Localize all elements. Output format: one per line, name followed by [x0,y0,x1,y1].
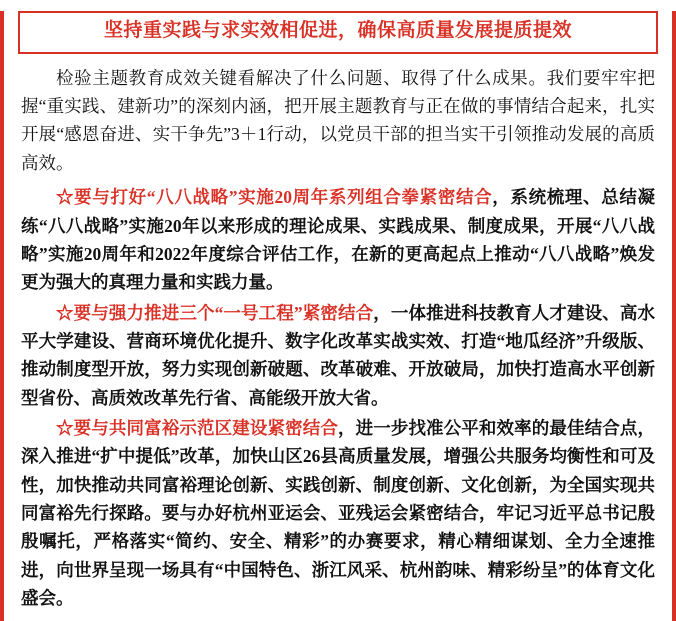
paragraph-text: 检验主题教育成效关键看解决了什么问题、取得了什么成果。我们要牢牢把握“重实践、建新功”的深刻内涵，把开展主题教育与正在做的事情结合起来，扎实开展“感恩奋进、实干争先”3＋1行动，以党员干部的担当实干引领推动发展的高质高效。 [21,67,655,173]
paragraph-highlight: 要与强力推进三个“一号工程”紧密结合 [73,302,374,323]
page-title: 坚持重实践与求实效相促进，确保高质量发展提质提效 [103,20,572,41]
document-page [0,11,676,621]
star-icon: ☆ [56,417,74,438]
paragraph-point-2 [21,299,655,412]
star-icon: ☆ [56,187,75,208]
star-icon: ☆ [56,302,74,323]
paragraph-intro [21,64,655,177]
paragraph-point-1 [21,183,655,296]
paragraph-point-3 [21,414,655,612]
title-box [18,11,658,54]
paragraph-highlight: 要与打好“八八战略”实施20周年系列组合拳紧密结合 [74,187,493,208]
paragraph-text: ，系统梳理、总结凝练“八八战略”实施20年以来形成的理论成果、实践成果、制度成果，开展“八八战略”实施20周年和2022年度综合评估工作，在新的更高起点上推动“八八战略”焕发更为强大的真理力量和实践力量。 [21,187,656,293]
paragraph-highlight: 要与共同富裕示范区建设紧密结合 [73,417,338,438]
paragraph-text: ，进一步找准公平和效率的最佳结合点，深入推进“扩中提低”改革，加快山区26县高质量发展，增强公共服务均衡性和可及性，加快推动共同富裕理论创新、实践创新、制度创新、文化创新，为全国实现共同富裕先行探路。要与办好杭州亚运会、亚残运会紧密结合，牢记习近平总书记殷殷嘱托，严格落实“简约、安全、精彩”的办赛要求，精心精细谋划、全力全速推进，向世界呈现一场具有“中国特色、浙江风采、杭州韵味、精彩纷呈”的体育文化盛会。 [21,417,656,608]
document-body [4,54,672,613]
paragraph-text: ，一体推进科技教育人才建设、高水平大学建设、营商环境优化提升、数字化改革实战实效、打造“地瓜经济”升级版、推动制度型开放，努力实现创新破题、改革破难、开放破局，加快打造高水平创新型省份、高质效改革先行省、高能级开放大省。 [21,302,656,408]
